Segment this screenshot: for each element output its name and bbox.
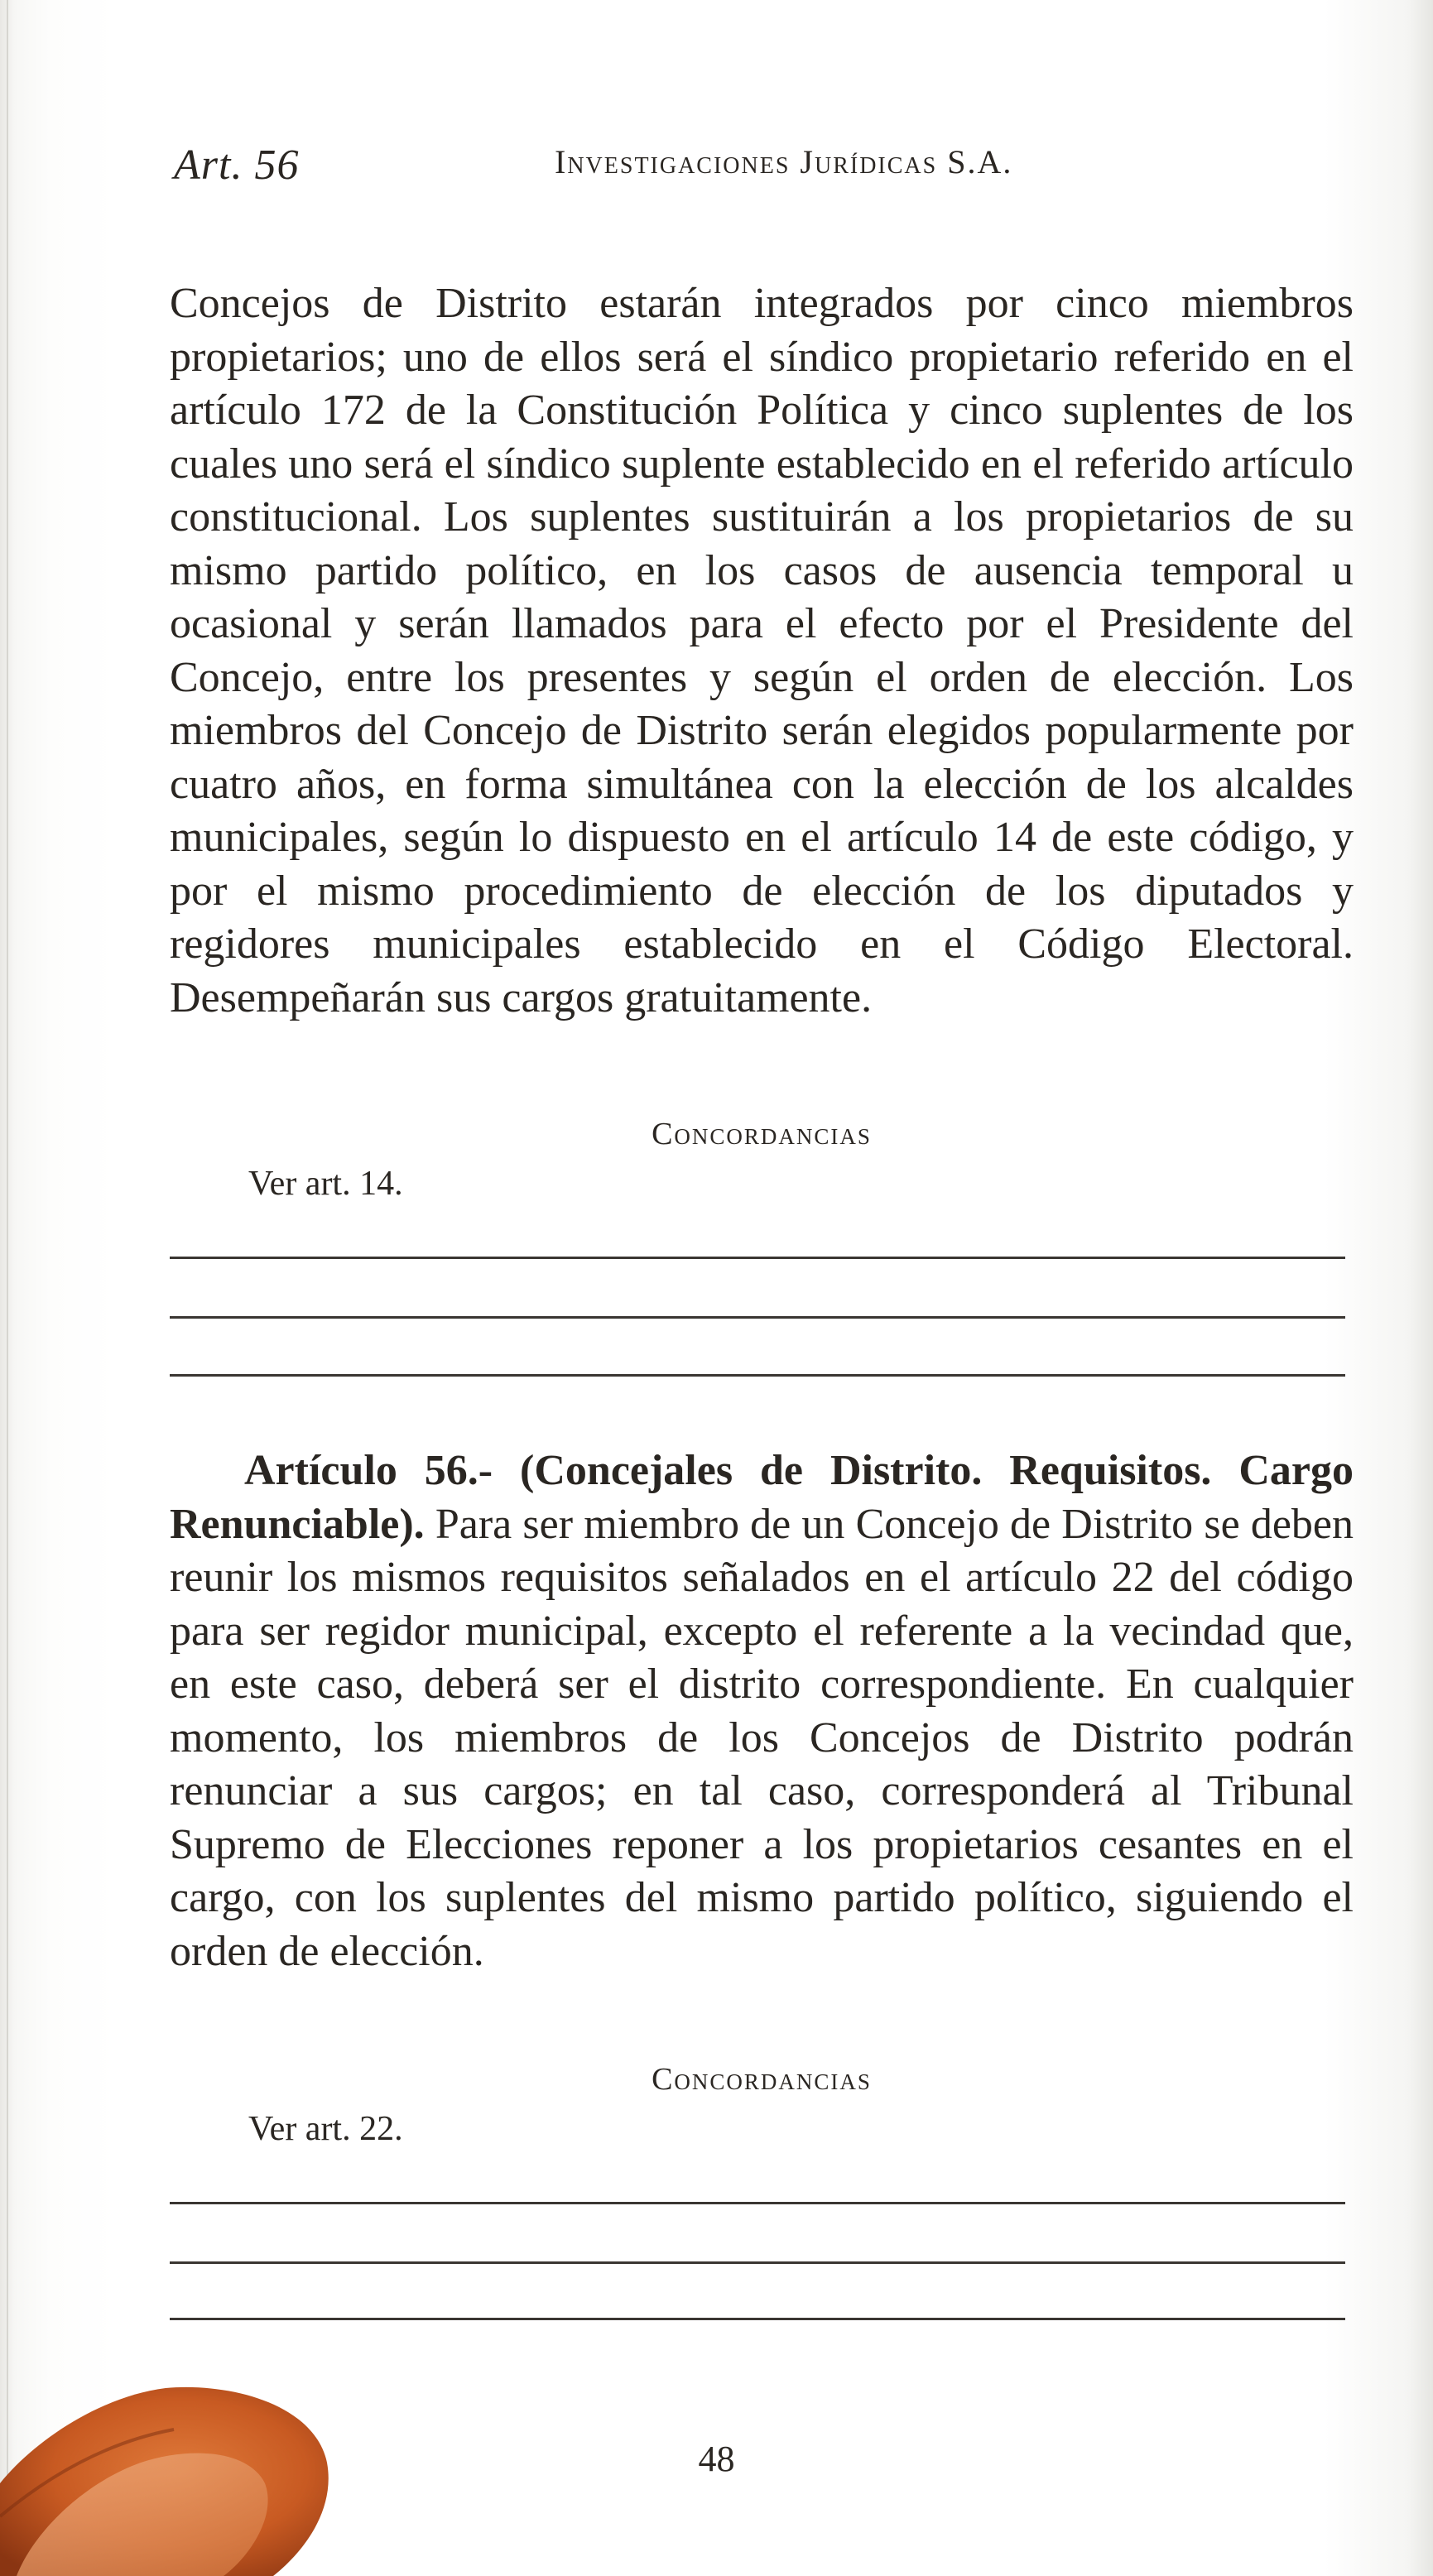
concordancias-reference: Ver art. 14.: [248, 1165, 403, 1203]
page-header: [174, 141, 1349, 207]
concordancias-heading: Concordancias: [652, 1117, 872, 1151]
article-55-continuation: Concejos de Distrito estarán integrados por cinco miembros propietarios; uno de ellos será el síndico propietario referido en el artículo 172 de la Constitución Política y cinco suplentes de los cuales uno será el síndico suplente establecido en el referido artículo constitucional. Los suplentes sustituirán a los propietarios de su mismo partido político, en los casos de ausencia temporal u ocasional y serán llamados para el efecto por el Presidente del Concejo, entre los presentes y según el orden de elección. Los miembros del Concejo de Distrito serán elegidos popularmente por cuatro años, en forma simultánea con la elección de los alcaldes municipales, según lo dispuesto en el artículo 14 de este código, y por el mismo procedimiento de elección de los diputados y regidores municipales establecido en el Código Electoral. Desempeñarán sus cargos gratuitamente.: [170, 280, 1354, 1021]
article-56-title: Artículo 56.- (Concejales de Distrito. Requisitos. Cargo Renunciable).: [170, 1447, 1354, 1548]
running-publisher: Investigaciones Jurídicas S.A.: [555, 143, 1013, 180]
running-article-ref: Art. 56: [174, 142, 300, 189]
article-56-body: Para ser miembro de un Concejo de Distrito se deben reunir los mismos requisitos señalados en el artículo 22 del código para ser regidor municipal, excepto el referente a la vecindad que, en este caso, deberá ser el distrito correspondiente. En cualquier momento, los miembros de los Concejos de Distrito podrán renunciar a sus cargos; en tal caso, corresponderá al Tribunal Supremo de Elecciones reponer a los propietarios cesantes en el cargo, con los suplentes del mismo partido político, siguiendo el orden de elección.: [170, 1500, 1354, 1975]
page-number: 48: [698, 2439, 735, 2479]
concordancias-reference: Ver art. 22.: [248, 2110, 403, 2148]
thumb-photo-artifact: [0, 0, 348, 2576]
concordancias-heading: Concordancias: [652, 2062, 872, 2097]
